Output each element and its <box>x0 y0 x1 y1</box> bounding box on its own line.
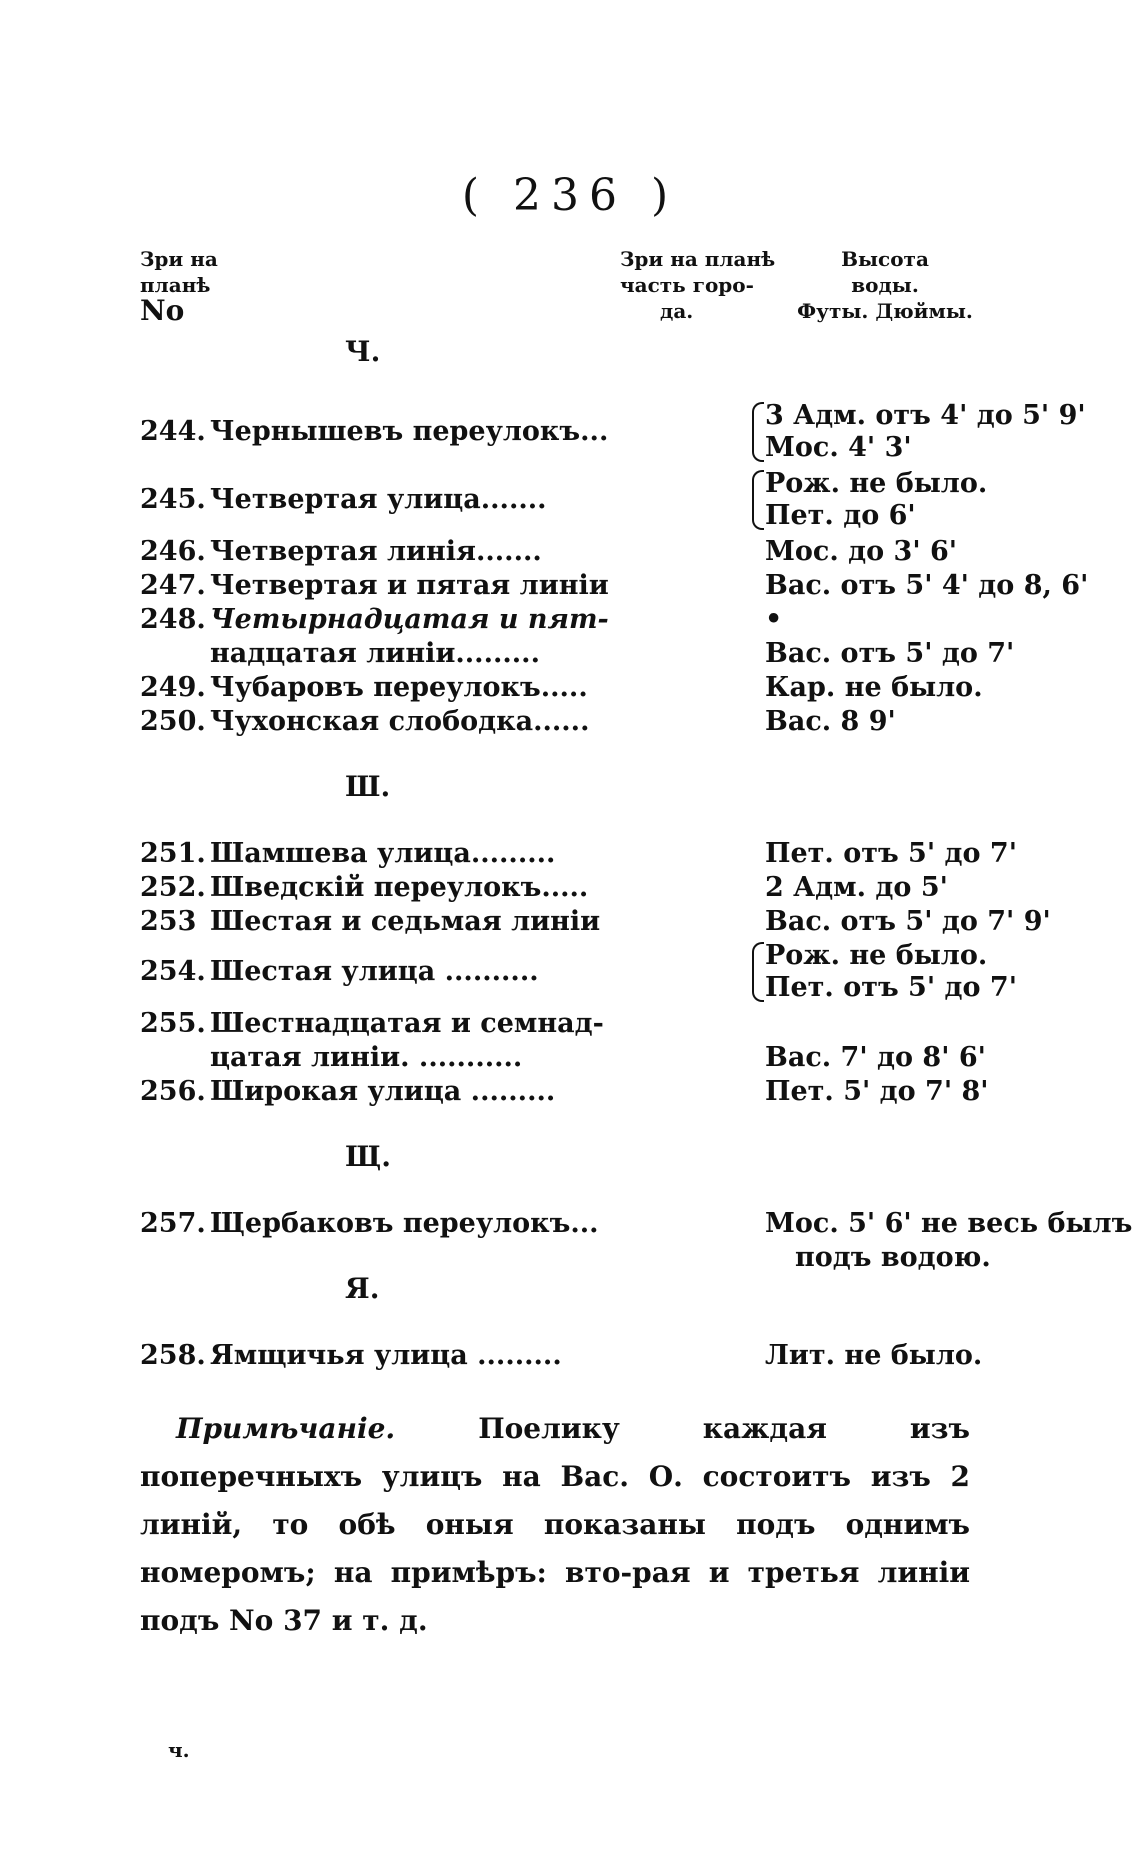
section-letter-shch: Щ. <box>345 1140 391 1173</box>
section-letter-ya: Я. <box>345 1272 380 1305</box>
entry-name: Четырнадцатая и пят- <box>210 604 609 635</box>
entry-level: Пет. отъ 5' до 7' <box>765 838 1017 869</box>
entry-258 <box>140 1340 1020 1372</box>
entry-name: Чернышевъ переулокъ... <box>210 416 609 447</box>
entry-level-line-1: Рож. не было. <box>765 468 988 499</box>
entry-number: 244. <box>140 416 206 447</box>
entry-name: Шестнадцатая и семнад- <box>210 1008 604 1039</box>
entry-number: 253 <box>140 906 197 937</box>
header-left <box>140 246 218 327</box>
entry-255-cont <box>140 1042 1020 1074</box>
entry-number: 254. <box>140 956 206 987</box>
entry-249 <box>140 672 1020 704</box>
entry-level: • <box>765 604 783 635</box>
header-right <box>790 246 980 324</box>
entry-name: Ямщичья улица ......... <box>210 1340 562 1371</box>
entry-253 <box>140 906 1051 938</box>
entry-level-line-1: Мос. 5' 6' не весь былъ <box>765 1208 1133 1239</box>
entry-name: Шестая улица .......... <box>210 956 539 987</box>
entry-number: 247. <box>140 570 206 601</box>
footnote <box>140 1405 970 1645</box>
entry-number: 258. <box>140 1340 206 1371</box>
entry-number: 255. <box>140 1008 206 1039</box>
entry-name: Четвертая и пятая линіи <box>210 570 609 601</box>
entry-level: Пет. 5' до 7' 8' <box>765 1076 989 1107</box>
entry-246 <box>140 536 1020 568</box>
entry-number: 249. <box>140 672 206 703</box>
header-middle-line-3: да. <box>660 299 694 323</box>
entry-level-line-2: Пет. до 6' <box>765 500 916 531</box>
entry-level: Кар. не было. <box>765 672 983 703</box>
entry-level: Вас. 8 9' <box>765 706 896 737</box>
header-middle-line-1: Зри на планѣ <box>620 247 776 271</box>
entry-level-line-2: Пет. отъ 5' до 7' <box>765 972 1017 1003</box>
entry-248 <box>140 604 1020 636</box>
entry-level: Вас. 7' до 8' 6' <box>765 1042 986 1073</box>
entry-name: надцатая линіи......... <box>210 638 540 669</box>
entry-name: Чубаровъ переулокъ..... <box>210 672 588 703</box>
entry-number: 252. <box>140 872 206 903</box>
entry-251 <box>140 838 1020 870</box>
header-right-line-1: Высота <box>841 247 929 271</box>
brace <box>752 470 764 530</box>
brace <box>752 942 764 1002</box>
entry-name: Шестая и седьмая линіи <box>210 906 601 937</box>
page-number: ( 236 ) <box>461 170 679 221</box>
entry-number: 245. <box>140 484 206 515</box>
header-right-line-3: Футы. Дюймы. <box>797 299 973 323</box>
entry-number: 248. <box>140 604 206 635</box>
entry-level: Вас. отъ 5' до 7' <box>765 638 1015 669</box>
header-no: No <box>140 294 185 327</box>
entry-number: 250. <box>140 706 206 737</box>
entry-name: цатая линіи. ........... <box>210 1042 523 1073</box>
section-letter-ch: Ч. <box>345 335 381 368</box>
header-left-line-1: Зри на <box>140 247 218 271</box>
entry-level: Вас. отъ 5' 4' до 8, 6' <box>765 570 1089 601</box>
entry-number: 256. <box>140 1076 206 1107</box>
entry-247 <box>140 570 1089 602</box>
entry-level: Вас. отъ 5' до 7' 9' <box>765 906 1051 937</box>
header-middle <box>620 246 775 324</box>
header-middle-line-2: часть горо- <box>620 273 754 297</box>
entry-level-line-1: 3 Адм. отъ 4' до 5' 9' <box>765 400 1086 431</box>
entry-name: Чухонская слободка...... <box>210 706 590 737</box>
entry-number: 246. <box>140 536 206 567</box>
entry-level: Мос. до 3' 6' <box>765 536 958 567</box>
entry-254 <box>140 940 1020 1004</box>
entry-level-line-2: подъ водою. <box>795 1242 991 1273</box>
entry-name: Шамшева улица......... <box>210 838 556 869</box>
entry-252 <box>140 872 1020 904</box>
entry-255 <box>140 1008 1020 1040</box>
entry-256 <box>140 1076 1020 1108</box>
entry-level-line-2: Мос. 4' 3' <box>765 432 912 463</box>
entry-name: Четвертая линія....... <box>210 536 542 567</box>
entry-number: 257. <box>140 1208 206 1239</box>
entry-level-line-1: Рож. не было. <box>765 940 988 971</box>
entry-name: Четвертая улица....... <box>210 484 547 515</box>
entry-name: Шведскій переулокъ..... <box>210 872 589 903</box>
entry-name: Щербаковъ переулокъ... <box>210 1208 599 1239</box>
entry-245 <box>140 468 1020 532</box>
entry-number: 251. <box>140 838 206 869</box>
footnote-text: Поелику каждая изъ поперечныхъ улицъ на Вас. О. состоитъ изъ 2 линій, то обѣ оныя показаны подъ однимъ номеромъ; на примѣръ: вто-рая и третья линіи подъ No 37 и т. д. <box>140 1412 971 1637</box>
entry-250 <box>140 706 1020 738</box>
entry-level: 2 Адм. до 5' <box>765 872 948 903</box>
footer-mark: ч. <box>168 1738 190 1762</box>
entry-257 <box>140 1208 1133 1273</box>
entry-name: Широкая улица ......... <box>210 1076 556 1107</box>
entry-248-cont <box>140 638 1020 670</box>
header-left-line-2: планѣ <box>140 273 211 297</box>
footnote-label: Примѣчаніе. <box>176 1412 396 1445</box>
header-right-line-2: воды. <box>851 273 919 297</box>
entry-level: Лит. не было. <box>765 1340 983 1371</box>
entry-244 <box>140 400 1086 464</box>
brace <box>752 402 764 462</box>
section-letter-sh: Ш. <box>345 770 391 803</box>
